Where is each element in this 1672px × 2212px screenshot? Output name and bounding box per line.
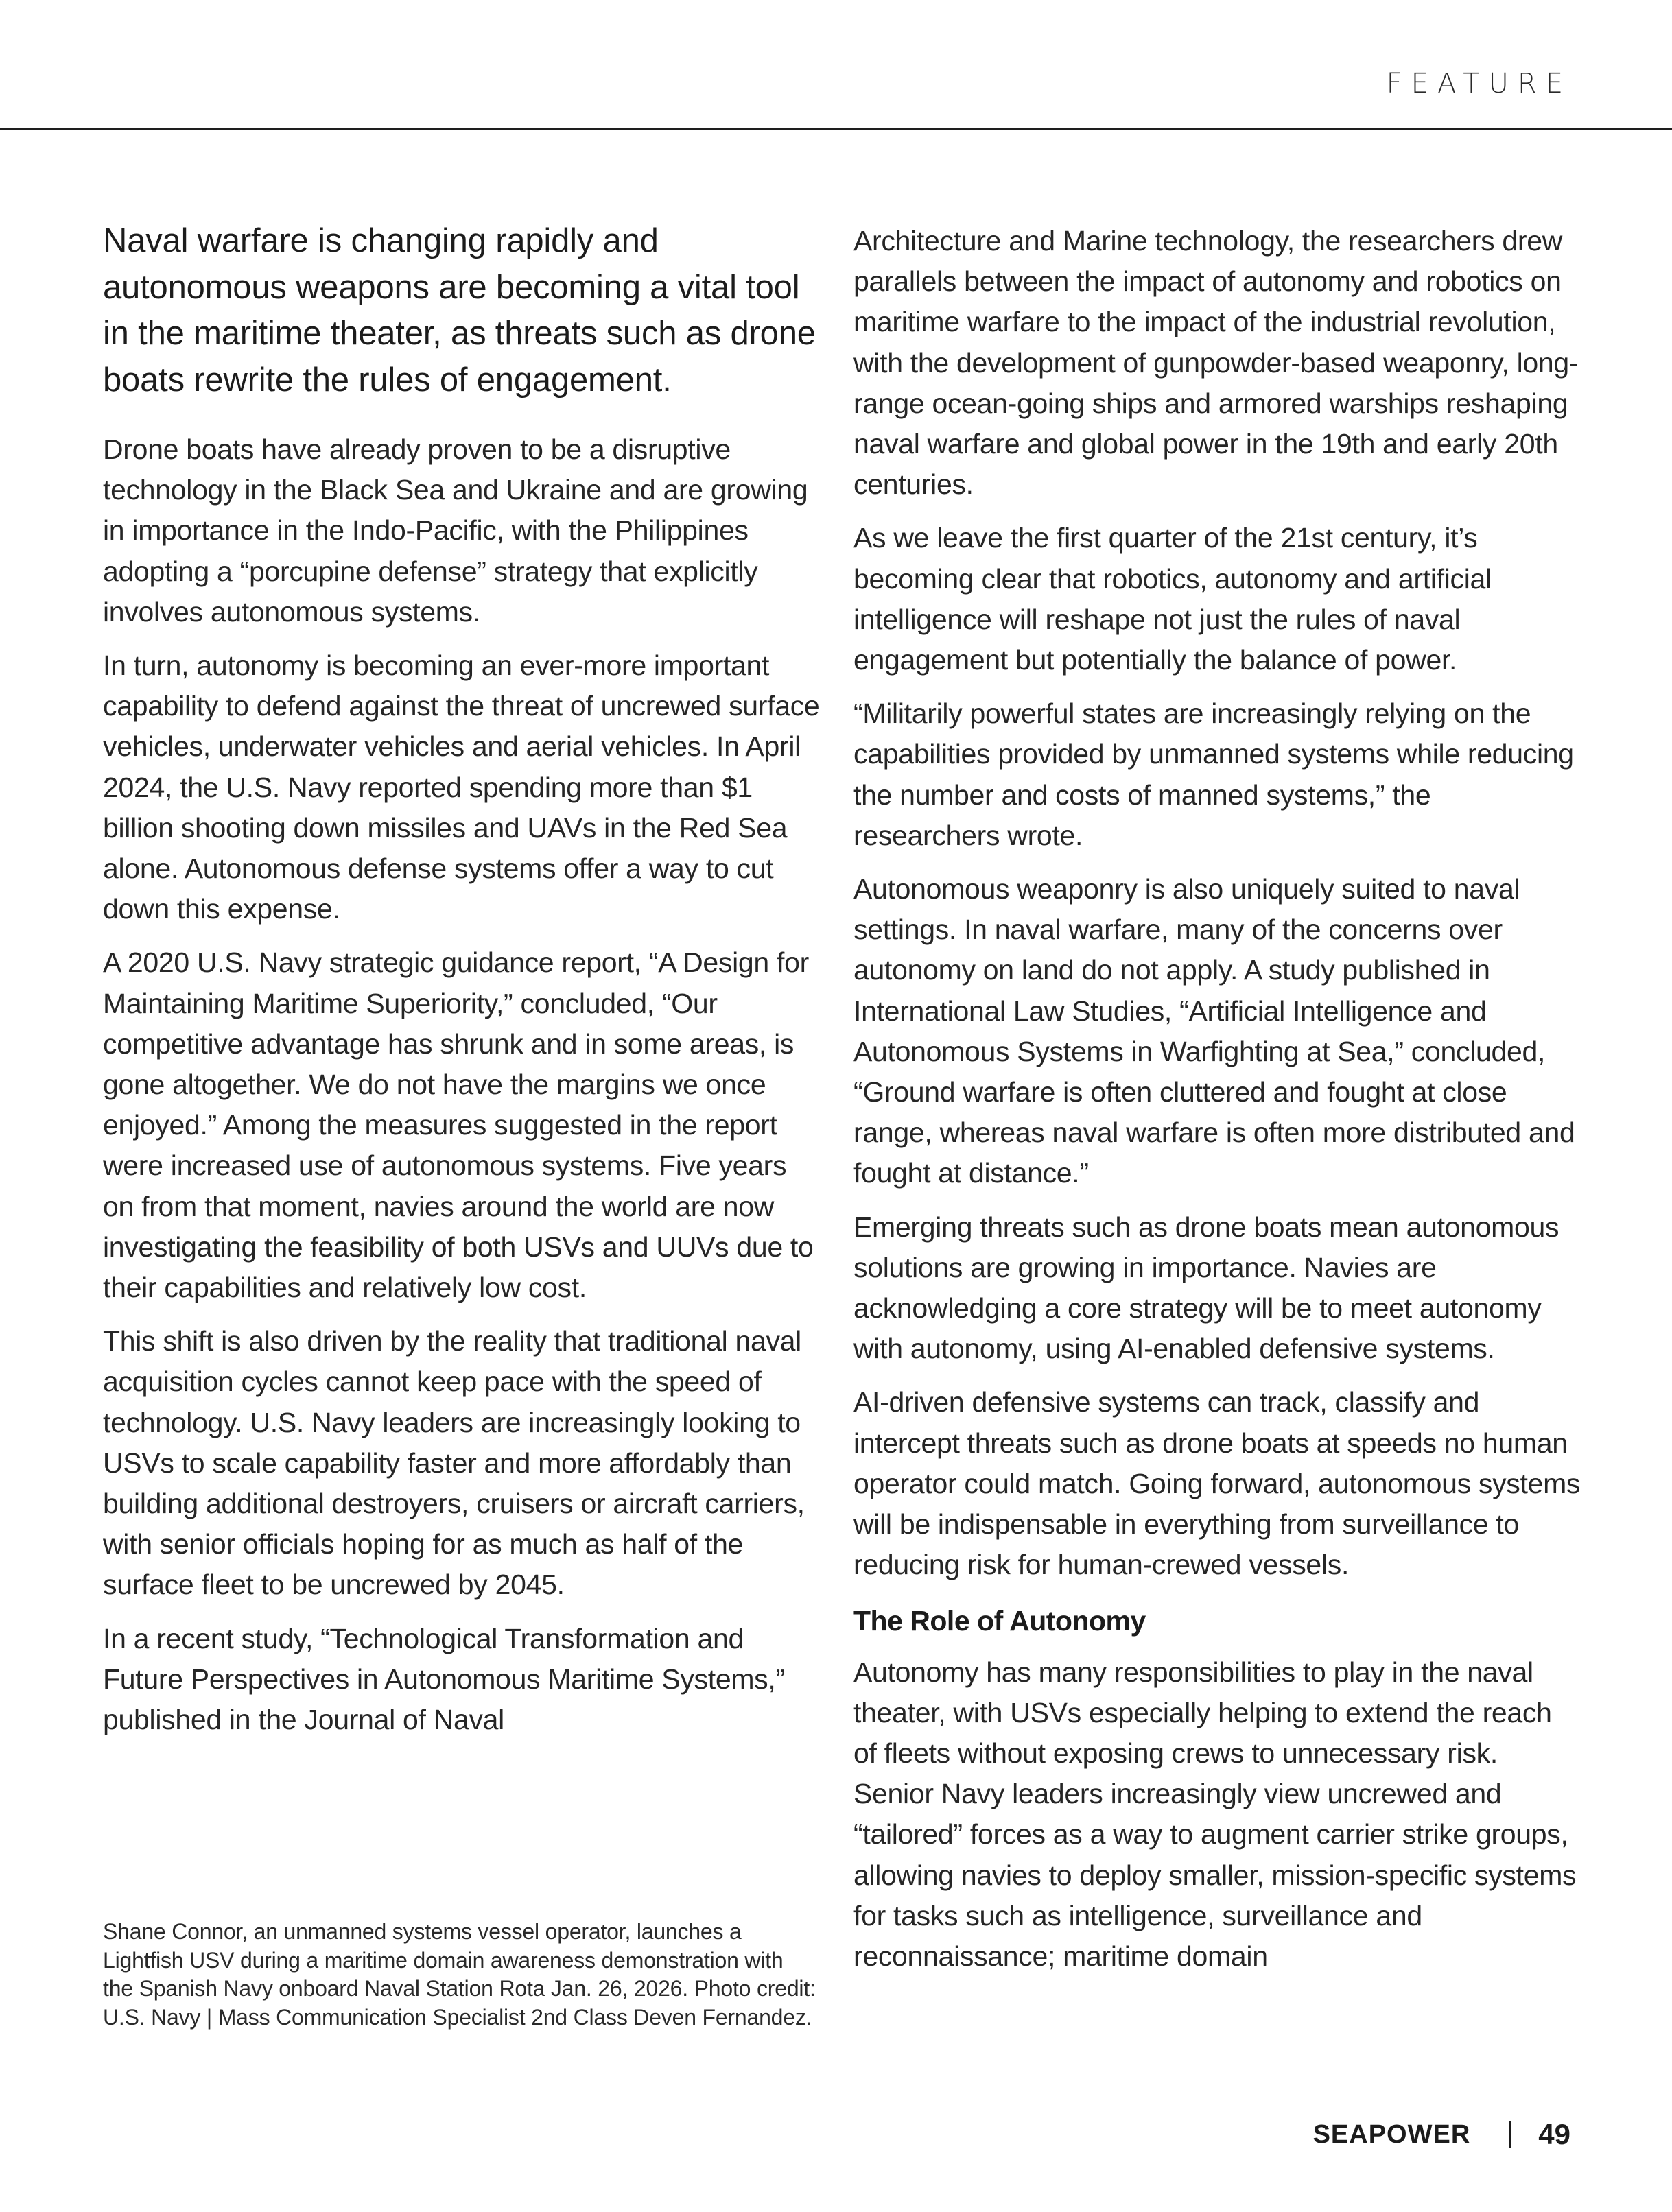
body-paragraph: Emerging threats such as drone boats mean autonomous solutions are growing in importance. Navies are acknowledging a core strategy will be to meet autonomy with autonomy, using AI-enabled defensive systems. (853, 1211, 1559, 1365)
body-paragraph: “Militarily powerful states are increasingly relying on the capabilities provided by unmanned systems while reducing the number and costs of manned systems,” the researchers wrote. (853, 698, 1574, 851)
body-paragraph: Architecture and Marine technology, the researchers drew parallels between the impact of autonomy and robotics on maritime warfare to the impact of the industrial revolution, with the development of gunpowder-based weaponry, long-range ocean-going ships and armored warships reshaping naval warfare and global power in the 19th and early 20th centuries. (853, 225, 1579, 501)
body-paragraph: A 2020 U.S. Navy strategic guidance report, “A Design for Maintaining Maritime Superiority,” concluded, “Our competitive advantage has shrunk and in some areas, is gone altogether. We do not have the margins we once enjoyed.” Among the measures suggested in the report were increased use of autonomous systems. Five years on from that moment, navies around the world are now investigating the feasibility of both USVs and UUVs due to their capabilities and relatively low cost. (103, 947, 814, 1304)
body-paragraph: AI-driven defensive systems can track, classify and intercept threats such as drone boats at speeds no human operator could match. Going forward, autonomous systems will be indispensable in everything from surveillance to reducing risk for human-crewed vessels. (853, 1386, 1581, 1581)
left-column (103, 218, 823, 1753)
body-paragraph: Autonomous weaponry is also uniquely suited to naval settings. In naval warfare, many of the concerns over autonomy on land do not apply. A study published in International Law Studies, “Artificial Intelligence and Autonomous Systems in Warfighting at Sea,” concluded, “Ground warfare is often cluttered and fought at close range, whereas naval warfare is often more distributed and fought at distance.” (853, 873, 1575, 1189)
photo-caption: Shane Connor, an unmanned systems vessel operator, launches a Lightfish USV during a maritime domain awareness demonstration with the Spanish Navy onboard Naval Station Rota Jan. 26, 2026. Photo credit: U.S. Navy | Mass Communication Specialist 2nd Class Deven Fernandez. (103, 1919, 816, 2030)
header-divider (0, 128, 1672, 130)
footer-divider (1509, 2121, 1511, 2148)
section-label: FEATURE (1386, 68, 1572, 99)
page-number: 49 (1538, 2118, 1570, 2150)
body-paragraph: In turn, autonomy is becoming an ever-more important capability to defend against the threat of uncrewed surface vehicles, underwater vehicles and aerial vehicles. In April 2024, the U.S. Navy reported spending more than $1 billion shooting down missiles and UAVs in the Red Sea alone. Autonomous defense systems offer a way to cut down this expense. (103, 650, 820, 925)
article-lede: Naval warfare is changing rapidly and autonomous weapons are becoming a vital tool in the maritime theater, as threats such as drone boats rewrite the rules of engagement. (103, 222, 816, 399)
publication-name: SEAPOWER (1312, 2119, 1471, 2149)
page-footer (1313, 2114, 1570, 2155)
body-paragraph: In a recent study, “Technological Transformation and Future Perspectives in Autonomous Maritime Systems,” published in the Journal of Naval (103, 1622, 785, 1736)
body-paragraph: Drone boats have already proven to be a disruptive technology in the Black Sea and Ukraine and are growing in importance in the Indo-Pacific, with the Philippines adopting a “porcupine defense” strategy that explicitly involves autonomous systems. (103, 433, 808, 628)
body-paragraph: This shift is also driven by the reality that traditional naval acquisition cycles cannot keep pace with the speed of technology. U.S. Navy leaders are increasingly looking to USVs to scale capability faster and more affordably than building additional destroyers, cruisers or aircraft carriers, with senior officials hoping for as much as half of the surface fleet to be uncrewed by 2045. (103, 1325, 805, 1601)
body-paragraph: As we leave the first quarter of the 21st century, it’s becoming clear that robotics, autonomy and artificial intelligence will reshape not just the rules of naval engagement but potentially the balance of power. (853, 522, 1492, 676)
body-paragraph: Autonomy has many responsibilities to play in the naval theater, with USVs especially helping to extend the reach of fleets without exposing crews to unnecessary risk. Senior Navy leaders increasingly view uncrewed and “tailored” forces as a way to augment carrier strike groups, allowing navies to deploy smaller, mission-specific systems for tasks such as intelligence, surveillance and reconnaissance; maritime domain (853, 1656, 1577, 1972)
right-column (853, 221, 1581, 1990)
section-subhead: The Role of Autonomy (853, 1604, 1146, 1637)
